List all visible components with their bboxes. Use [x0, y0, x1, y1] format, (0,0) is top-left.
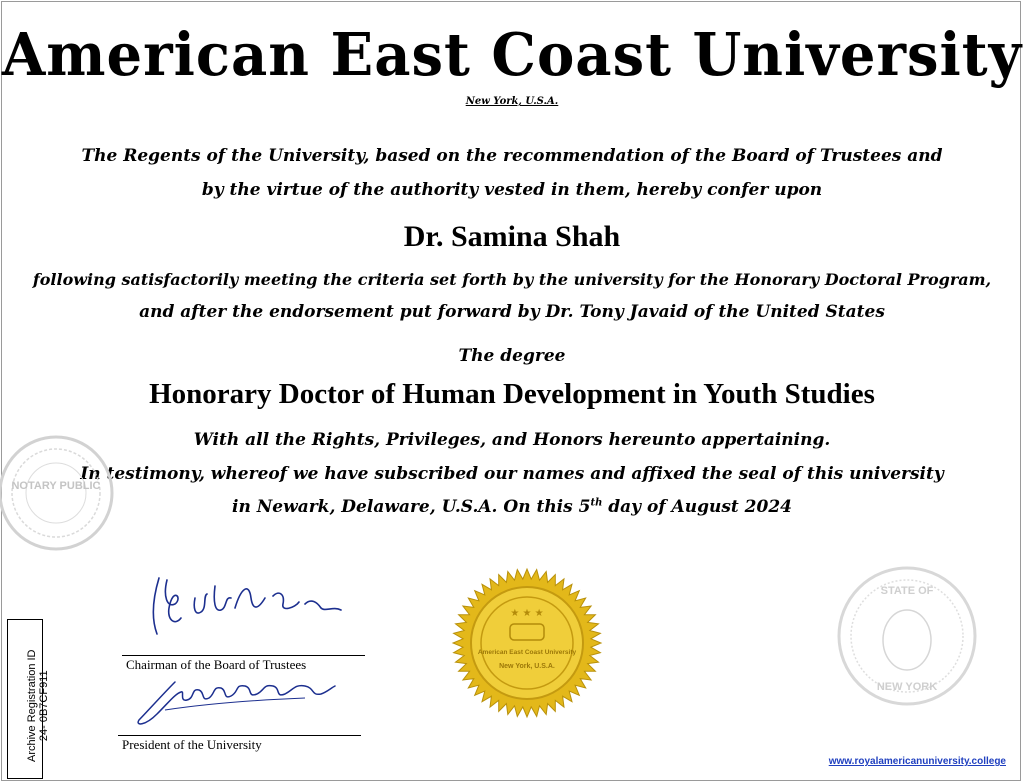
chairman-title: Chairman of the Board of Trustees	[126, 657, 307, 672]
date-text-pre: in Newark, Delaware, U.S.A. On this 5	[231, 497, 591, 517]
recipient-name: Dr. Samina Shah	[403, 220, 621, 253]
svg-text:★ ★ ★: ★ ★ ★	[510, 608, 544, 619]
gold-seal-icon	[452, 568, 602, 718]
body-line-6: In testimony, whereof we have subscribed our names and affixed the seal of this university	[80, 464, 944, 484]
gold-seal-name: American East Coast University	[477, 649, 577, 656]
date-text-post: day of August 2024	[602, 497, 792, 517]
body-line-4: and after the endorsement put forward by Dr. Tony Javaid of the United States	[139, 302, 885, 322]
president-title: President of the University	[122, 737, 262, 752]
body-line-3: following satisfactorily meeting the criteria set forth by the university for the Honorary Doctoral Program,	[32, 270, 992, 289]
body-line-1: The Regents of the University, based on the recommendation of the Board of Trustees and	[81, 146, 943, 166]
state-seal-bottom-text: NEW YORK	[876, 681, 938, 693]
gold-seal-place: New York, U.S.A.	[499, 663, 555, 670]
archive-registration-text	[26, 650, 50, 763]
notary-seal-text: NOTARY PUBLIC	[11, 480, 101, 492]
website-link[interactable]: www.royalamericanuniversity.college	[828, 756, 1006, 767]
archive-id: 24- 0B7CF911	[38, 670, 50, 742]
body-line-5: With all the Rights, Privileges, and Honors hereunto appertaining.	[193, 430, 831, 450]
university-location: New York, U.S.A.	[465, 96, 559, 107]
notary-seal-icon	[4, 425, 114, 565]
archive-registration-box	[7, 619, 50, 779]
degree-intro: The degree	[458, 346, 566, 366]
president-signature-line	[118, 735, 361, 736]
university-name: American East Coast University	[1, 20, 1023, 90]
degree-title: Honorary Doctor of Human Development in Youth Studies	[149, 378, 875, 410]
date-suffix: th	[590, 497, 603, 509]
body-line-2: by the virtue of the authority vested in them, hereby confer upon	[201, 180, 823, 200]
archive-label: Archive Registration ID	[26, 649, 38, 762]
state-seal-icon	[832, 560, 982, 715]
chairman-signature-line	[122, 655, 365, 656]
president-signature-icon	[135, 674, 345, 730]
body-line-7	[0, 497, 1024, 517]
state-seal-top-text: STATE OF	[880, 585, 934, 597]
chairman-signature-icon	[145, 568, 355, 638]
